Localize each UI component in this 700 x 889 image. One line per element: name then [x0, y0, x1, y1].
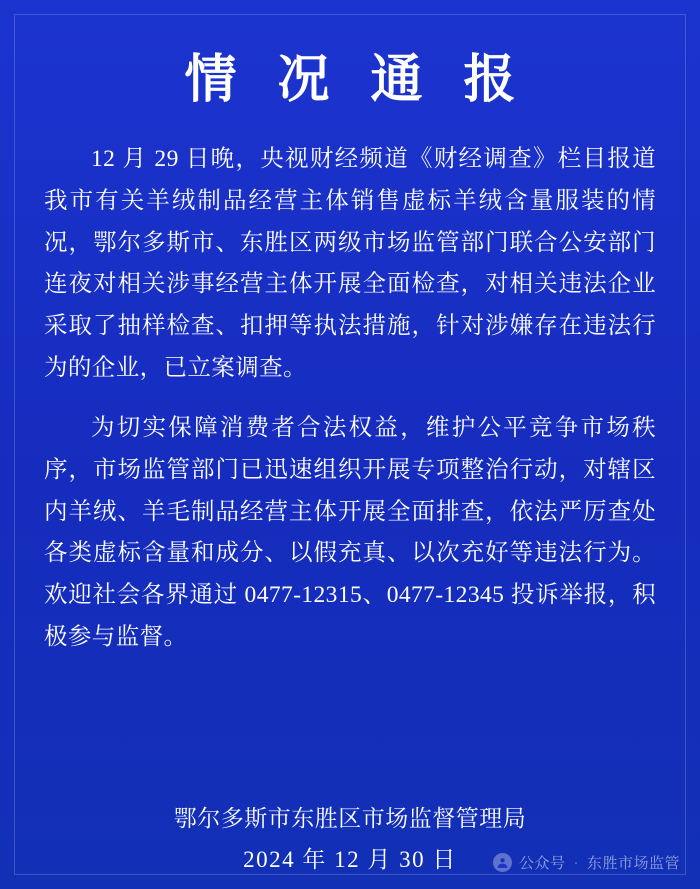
- paragraph-1: 12 月 29 日晚，央视财经频道《财经调查》栏目报道我市有关羊绒制品经营主体销售虚标羊绒含量服装的情况，鄂尔多斯市、东胜区两级市场监管部门联合公安部门连夜对相关涉事经营主体开展全面检查，对相关违法企业采取了抽样检查、扣押等执法措施，针对涉嫌存在违法行为的企业，已立案调查。: [44, 146, 656, 382]
- layout-spacer: [44, 659, 656, 799]
- notice-body: [44, 139, 656, 659]
- watermark-account-name: 东胜市场监管: [586, 855, 680, 872]
- issuing-organization: 鄂尔多斯市东胜区市场监督管理局: [173, 805, 527, 831]
- watermark-separator: ·: [573, 854, 579, 871]
- issue-date: 2024 年 12 月 30 日: [243, 846, 457, 872]
- watermark-prefix: 公众号: [518, 855, 566, 872]
- page-title: 情 况 通 报: [184, 52, 530, 109]
- user-avatar-icon: [493, 853, 512, 872]
- watermark: [493, 852, 680, 873]
- paragraph-2: 为切实保障消费者合法权益，维护公平竞争市场秩序，市场监管部门已迅速组织开展专项整治行动，对辖区内羊绒、羊毛制品经营主体开展全面排查，依法严厉查处各类虚标含量和成分、以假充真、以次充好等违法行为。欢迎社会各界通过 0477-12315、0477-12345 投诉举报，积极参与监督。: [44, 414, 656, 651]
